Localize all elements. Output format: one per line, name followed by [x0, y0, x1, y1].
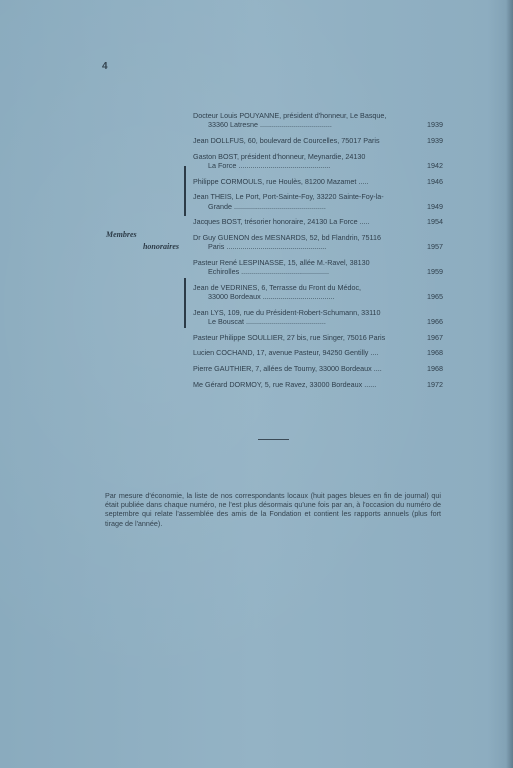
member-year: 1972 [427, 379, 443, 389]
member-year: 1949 [427, 201, 443, 211]
member-address-line: Jean THEIS, Le Port, Port-Sainte-Foy, 33220 Sainte-Foy-la- [193, 192, 384, 202]
member-list [193, 111, 443, 395]
member-year: 1942 [427, 161, 443, 170]
member-entry [193, 152, 443, 171]
member-address-continuation: 33360 Latresne .................................... [208, 120, 332, 130]
member-entry [193, 348, 443, 357]
member-address-line: Jacques BOST, trésorier honoraire, 24130 La Force ..... [193, 217, 370, 227]
member-entry [193, 192, 443, 211]
member-address-line: Me Gérard DORMOY, 5, rue Ravez, 33000 Bordeaux ...... [193, 379, 377, 389]
section-label [106, 229, 181, 253]
member-year: 1959 [427, 267, 443, 277]
member-entry [193, 308, 443, 327]
member-entry [193, 177, 443, 186]
member-entry [193, 333, 443, 342]
member-address-line: Pasteur René LESPINASSE, 15, allée M.-Ravel, 38130 [193, 257, 370, 267]
member-entry [193, 380, 443, 389]
member-year: 1967 [427, 332, 443, 342]
section-label-line-2: honoraires [142, 242, 179, 251]
member-entry [193, 111, 443, 130]
member-year: 1968 [427, 363, 443, 373]
member-year: 1939 [427, 136, 443, 145]
member-address-continuation: Echirolles ............................................ [208, 267, 330, 277]
footnote: Par mesure d'économie, la liste de nos correspondants locaux (huit pages bleues en fin de journal) qui était publiée dans chaque numéro, ne l'est plus désormais qu'une fois par an, à l'occasion du numéro de septembre qui relate l'assemblée des amis de la Fondation et contient les rapports annuels (plus fort tirage de l'année). [105, 491, 441, 528]
page-edge-shadow [506, 0, 513, 768]
member-entry [193, 217, 443, 226]
member-address-line: Dr Guy GUENON des MESNARDS, 52, bd Flandrin, 75116 [193, 232, 382, 242]
member-year: 1965 [427, 292, 443, 302]
member-address-line: Philippe CORMOULS, rue Houlès, 81200 Mazamet ..... [193, 176, 369, 186]
member-address-line: Pasteur Philippe SOULLIER, 27 bis, rue Singer, 75016 Paris [193, 332, 386, 342]
member-entry [193, 364, 443, 373]
member-entry [193, 136, 443, 145]
member-address-line: Jean de VEDRINES, 6, Terrasse du Front du Médoc, [193, 282, 362, 292]
section-label-line-1: Membres [106, 230, 137, 239]
member-address-line: Lucien COCHAND, 17, avenue Pasteur, 94250 Gentilly .... [193, 348, 379, 358]
member-entry [193, 233, 443, 252]
member-year: 1946 [427, 176, 443, 186]
page-number: 4 [102, 61, 108, 72]
member-year: 1968 [427, 348, 443, 358]
member-year: 1954 [427, 217, 443, 227]
member-address-continuation: Paris .................................................. [208, 242, 327, 252]
member-address-line: Jean LYS, 109, rue du Président-Robert-Schumann, 33110 [193, 307, 381, 317]
bracket-line-lower [184, 278, 186, 328]
member-address-continuation: Le Bouscat ........................................ [208, 317, 326, 327]
member-address-line: Jean DOLLFUS, 60, boulevard de Courcelles, 75017 Paris [193, 136, 380, 145]
separator-rule [258, 439, 289, 440]
member-year: 1939 [427, 120, 443, 130]
member-year: 1966 [427, 317, 443, 327]
member-address-line: Docteur Louis POUYANNE, président d'honneur, Le Basque, [193, 111, 387, 120]
member-year: 1957 [427, 242, 443, 252]
member-entry [193, 283, 443, 302]
member-address-line: Pierre GAUTHIER, 7, allées de Tourny, 33000 Bordeaux .... [193, 363, 382, 373]
member-address-line: Gaston BOST, président d'honneur, Meynardie, 24130 [193, 151, 366, 161]
member-entry [193, 258, 443, 277]
member-address-continuation: Grande .............................................. [208, 201, 326, 211]
member-address-continuation: 33000 Bordeaux .................................... [208, 292, 335, 302]
bracket-line-upper [184, 166, 186, 216]
member-address-continuation: La Force .............................................. [208, 161, 331, 170]
